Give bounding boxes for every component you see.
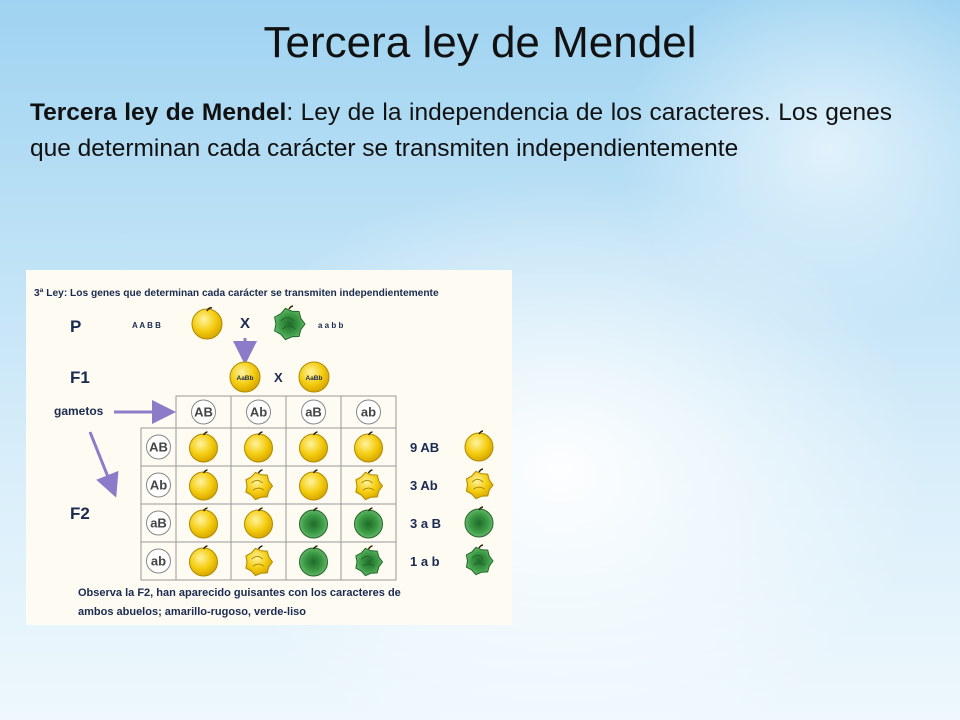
parent-right-genotype: a a b b (318, 321, 344, 330)
slide-body-text (30, 95, 892, 167)
stage-label-f2: F2 (70, 504, 90, 523)
punnett-square (141, 396, 396, 580)
result-label: 9 AB (410, 440, 440, 455)
f1-left-genotype: AaBb (236, 375, 254, 382)
gametes-label: gametos (54, 404, 104, 418)
caption-line-2: ambos abuelos; amarillo-rugoso, verde-liso (78, 606, 306, 618)
caption-line-1: Observa la F2, han aparecido guisantes con los caracteres de (78, 587, 401, 599)
gamete-top-label: ab (360, 404, 377, 420)
f2-results (410, 431, 493, 575)
gametes-arrow-down (90, 432, 114, 492)
result-pea-green-smooth (465, 507, 493, 537)
result-pea-green-wrinkled (466, 545, 493, 575)
parent-right-pea (275, 306, 305, 340)
parent-left-pea (192, 308, 222, 339)
gamete-left-label: Ab (149, 477, 168, 493)
law-description: : Ley de la independencia de los caracteres. Los genes que determinan cada carácter se transmiten independientemente (30, 99, 893, 162)
stage-label-p: P (70, 317, 82, 336)
f1-right-genotype: AaBb (305, 375, 323, 382)
slide-title: Tercera ley de Mendel (263, 18, 697, 67)
gamete-top-label: Ab (249, 404, 268, 420)
result-label: 1 a b (410, 554, 440, 569)
cross-symbol-f1: X (274, 370, 283, 385)
gamete-left-label: aB (150, 515, 167, 531)
gamete-top-label: AB (194, 404, 213, 420)
parent-left-genotype: A A B B (132, 321, 161, 330)
gamete-left-label: ab (150, 553, 167, 569)
gamete-left-label: AB (149, 439, 168, 455)
mendel-diagram (26, 270, 512, 625)
stage-label-f1: F1 (70, 368, 90, 387)
cross-symbol-p: X (240, 315, 251, 332)
result-pea-yellow-smooth (465, 431, 493, 461)
parent-right-pea-shape (275, 306, 305, 340)
gamete-top-label: aB (305, 404, 322, 420)
diagram-header: 3ª Ley: Los genes que determinan cada carácter se transmiten independientemente (34, 288, 439, 299)
law-name: Tercera ley de Mendel (30, 99, 287, 126)
result-pea-yellow-wrinkled (466, 469, 493, 499)
mendel-diagram-svg (26, 270, 512, 625)
result-label: 3 a B (410, 516, 442, 531)
result-label: 3 Ab (410, 478, 438, 493)
